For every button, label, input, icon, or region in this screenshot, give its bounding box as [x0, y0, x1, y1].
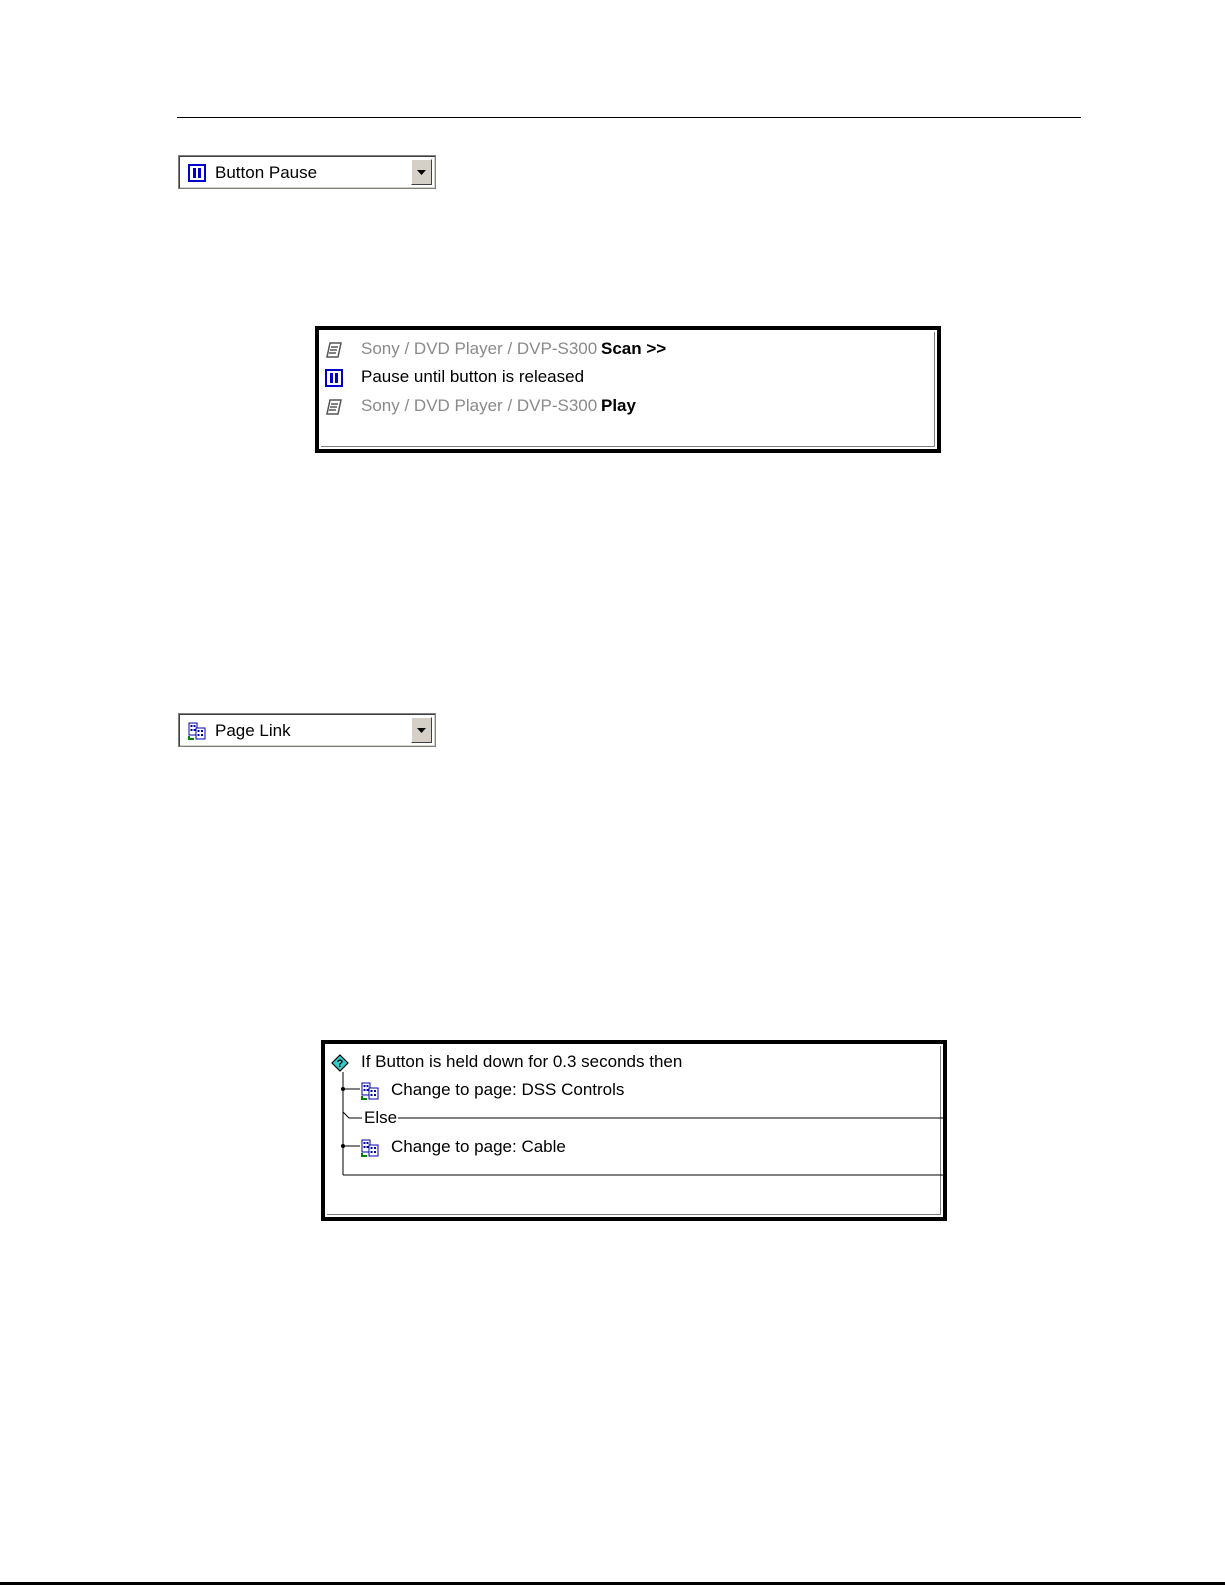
command-type-dropdown-pagelink[interactable]: [178, 713, 436, 747]
page-link-icon: [361, 1082, 379, 1100]
question-diamond-icon: [331, 1054, 349, 1072]
page-link-icon: [188, 722, 206, 740]
remote-icon: [325, 341, 343, 359]
dropdown-value: Page Link: [215, 721, 291, 740]
remote-icon: [325, 398, 343, 416]
if-condition-text: If Button is held down for 0.3 seconds then: [361, 1052, 683, 1071]
page-link-icon: [361, 1139, 379, 1157]
else-action-text: Change to page: Cable: [391, 1137, 566, 1156]
chevron-down-icon: [416, 169, 427, 176]
device-path: Sony / DVD Player / DVP-S300: [361, 339, 598, 358]
header-rule: [177, 117, 1081, 118]
command-name: Play: [601, 396, 636, 415]
chevron-down-icon: [416, 727, 427, 734]
else-label[interactable]: Else: [363, 1108, 398, 1130]
dropdown-value: Button Pause: [215, 163, 318, 182]
command-name: Scan >>: [601, 339, 667, 358]
macro-step-list[interactable]: [315, 326, 941, 453]
dropdown-arrow-button[interactable]: [411, 159, 432, 185]
svg-text:?: ?: [336, 1058, 344, 1070]
then-action-text: Change to page: DSS Controls: [391, 1080, 625, 1099]
command-type-dropdown-pause[interactable]: [178, 155, 436, 189]
device-path: Sony / DVD Player / DVP-S300: [361, 396, 598, 415]
pause-icon: [188, 164, 206, 182]
step-text: Pause until button is released: [361, 367, 585, 386]
condition-tree[interactable]: [321, 1040, 947, 1221]
pause-icon: [325, 369, 343, 387]
dropdown-arrow-button[interactable]: [411, 717, 432, 743]
